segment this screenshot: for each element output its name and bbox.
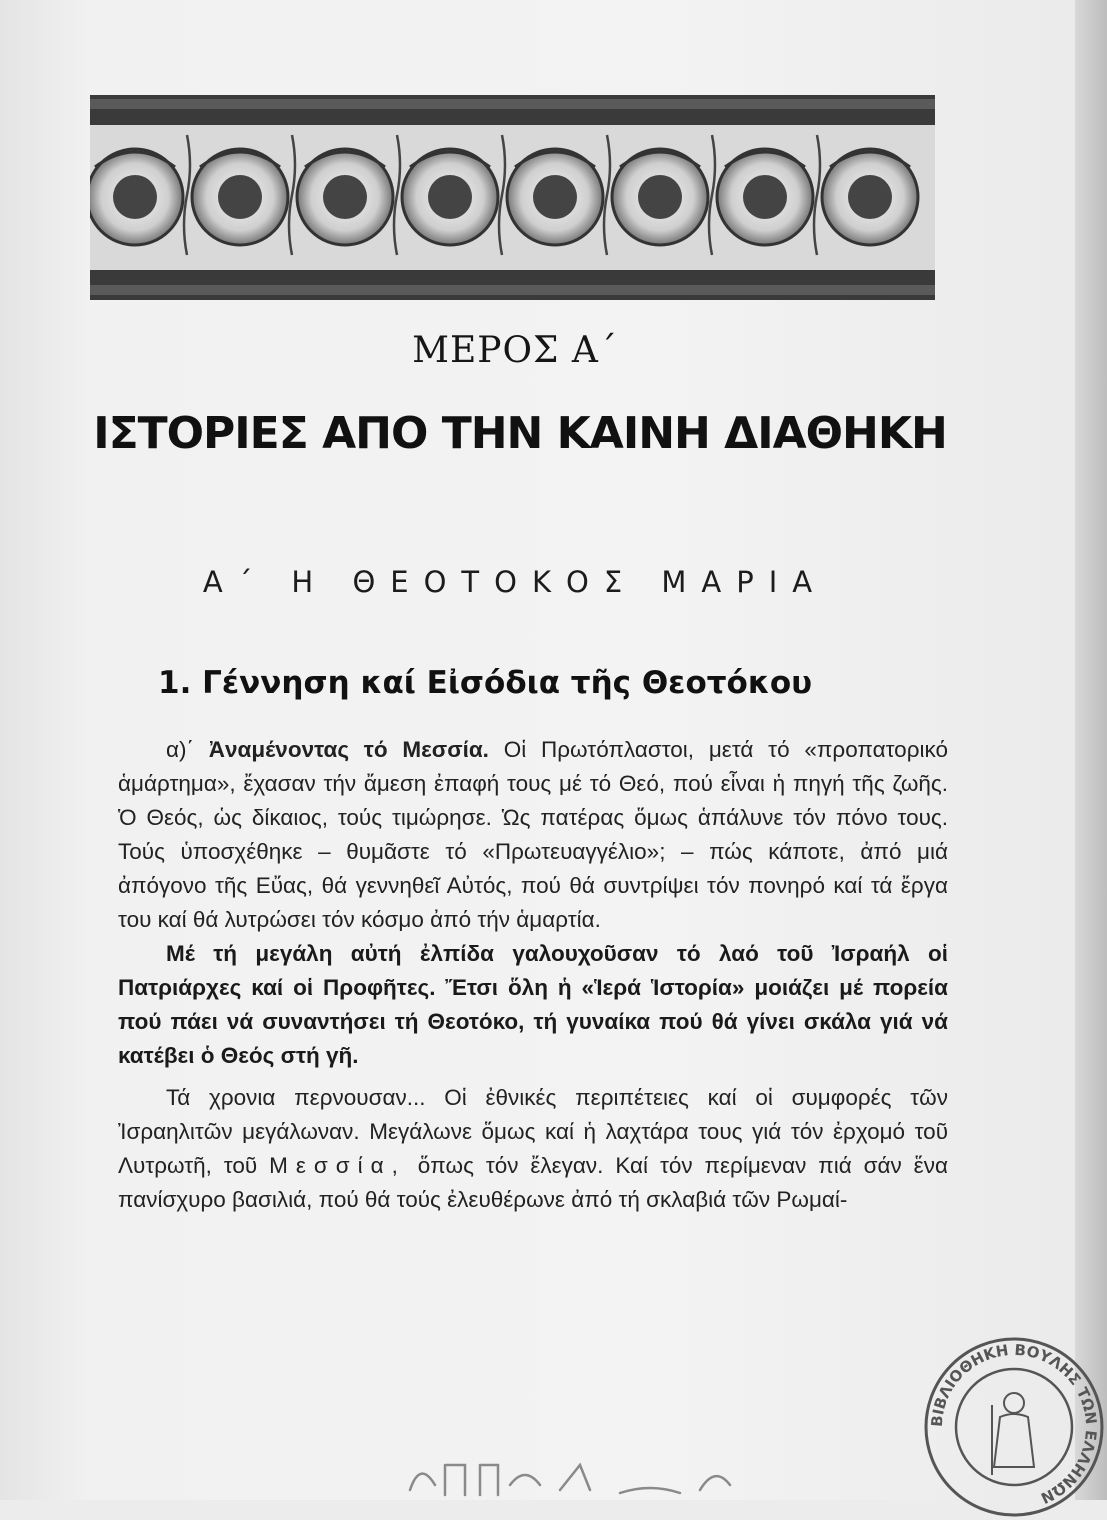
- paragraph-2: Μέ τή μεγάλη αὐτή ἐλπίδα γαλουχοῦσαν τό λαό τοῦ Ἰσραήλ οἱ Πατριάρχες καί οἱ Προφῆτες. Ἔτσι ὅλη ἡ «Ἱερά Ἱστορία» μοιάζει μέ πορεία πού πάει νά συναντήσει τή Θεοτόκο, τή γυναίκα πού θά γίνει σκάλα γιά νά κατέβει ὁ Θεός στή γῆ.: [118, 941, 948, 1068]
- subsection-marker: α)΄: [166, 737, 194, 762]
- ornamental-frieze: [90, 95, 935, 300]
- paragraph-3-text-before: Τά χρονια περνουσαν... Οἱ ἐθνικές περιπέτειες καί οἱ συμφορές τῶν Ἰσραηλιτῶν μεγάλωναν. Μεγάλωνε ὅμως καί ἡ λαχτάρα τους γιά τόν ἐρχομό τοῦ Λυτρωτῆ, τοῦ: [118, 1085, 948, 1178]
- subsection-heading: Ἀναμένοντας τό Μεσσία.: [208, 737, 489, 762]
- page-spine-edge: [1075, 0, 1107, 1500]
- book-title: ΙΣΤΟΡΙΕΣ ΑΠΟ ΤΗΝ ΚΑΙΝΗ ΔΙΑΘΗΚΗ: [93, 408, 947, 459]
- stamp-text: ΒΙΒΛΙΟΘΗΚΗ ΒΟΥΛΗΣ ΤΩΝ ΕΛΛΗΝΩΝ: [927, 1340, 1101, 1508]
- paragraph-1: [118, 733, 948, 937]
- stamp-figure-icon: [992, 1393, 1034, 1475]
- section-title: Α΄ Η ΘΕΟΤΟΚΟΣ ΜΑΡΙΑ: [202, 565, 828, 599]
- paragraph-1-text: Οἱ Πρωτόπλαστοι, μετά τό «προπατορικό ἁμάρτημα», ἔχασαν τήν ἄμεση ἐπαφή τους μέ τό Θεό, πού εἶναι ἡ πηγή τῆς ζωῆς. Ὁ Θεός, ὡς δίκαιος, τούς τιμώρησε. Ὡς πατέρας ὅμως ἁπάλυνε τόν πόνο τους. Τούς ὑποσχέθηκε – θυμᾶστε τό «Πρωτευαγγέλιο»; – πώς κάποτε, ἀπό μιά ἀπόγονο τῆς Εὔας, θά γεννηθεῖ Αὐτός, πού θά συντρίψει τόν πονηρό καί τά ἔργα του καί θά λυτρώσει τόν κόσμο ἀπό τήν ἁμαρτία.: [118, 737, 948, 932]
- handwritten-note: [400, 1455, 800, 1500]
- body-text: [118, 733, 948, 1217]
- svg-text:ΒΙΒΛΙΟΘΗΚΗ ΒΟΥΛΗΣ ΤΩΝ ΕΛΛΗΝΩΝ: [928, 1341, 1100, 1507]
- part-label: ΜΕΡΟΣ Α΄: [412, 330, 618, 371]
- paragraph-3-text-after: ὅπως τόν ἔλεγαν. Καί τόν περίμεναν πιά σάν ἕνα πανίσχυρο βασιλιά, πού θά τούς ἐλευθέρωνε ἀπό τή σκλαβιά τῶν Ρωμαί-: [118, 1153, 948, 1212]
- library-stamp: [922, 1335, 1107, 1520]
- chapter-title: 1. Γέννηση καί Εἰσόδια τῆς Θεοτόκου: [158, 665, 813, 701]
- emphasized-word: Μεσσία,: [269, 1153, 406, 1178]
- paragraph-3: [118, 1081, 948, 1217]
